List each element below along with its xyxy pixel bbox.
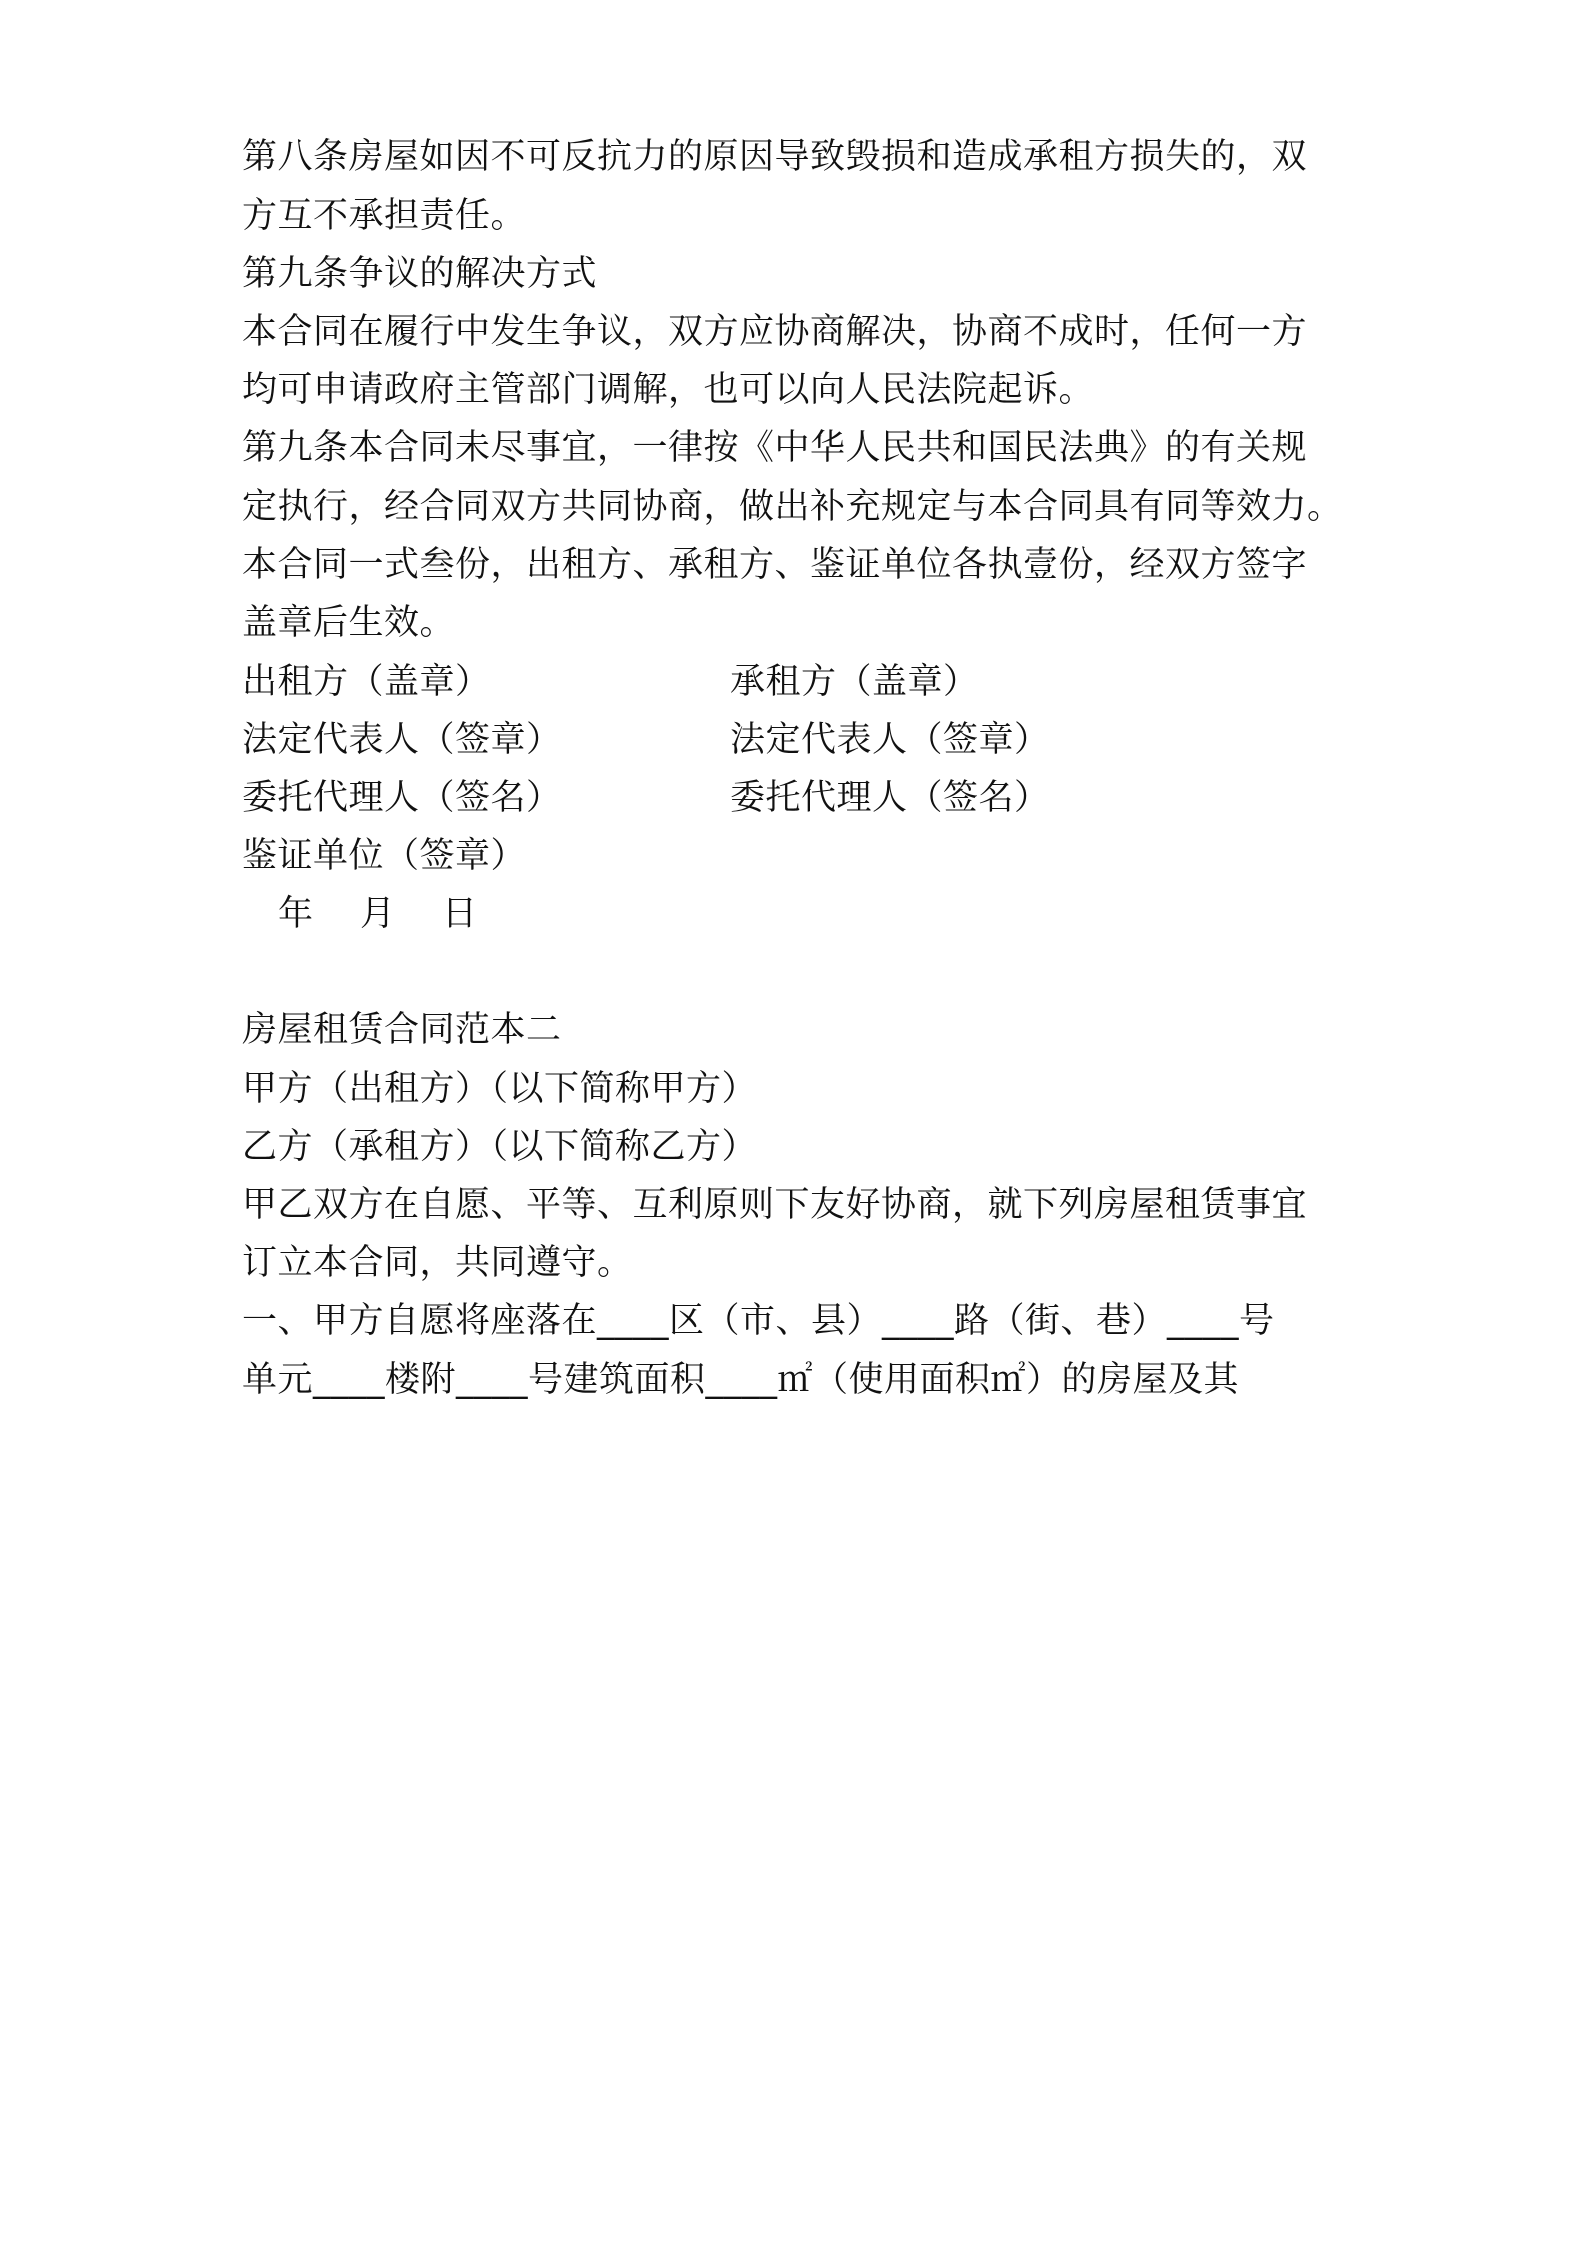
copies-line2: 盖章后生效。 xyxy=(242,603,456,643)
lessee-seal-label: 承租方（盖章） xyxy=(730,662,979,702)
party-a: 甲方（出租方）（以下简称甲方） xyxy=(242,1069,758,1109)
date-line: 年 月 日 xyxy=(278,894,478,934)
section9b-line2: 定执行，经合同双方共同协商，做出补充规定与本合同具有同等效力。 xyxy=(242,487,1343,527)
lessor-seal-label: 出租方（盖章） xyxy=(242,662,491,702)
lessor-agent-label: 委托代理人（签名） xyxy=(242,778,562,818)
lessee-rep-label: 法定代表人（签章） xyxy=(730,720,1050,760)
clause1-line2: 单元____楼附____号建筑面积____㎡（使用面积㎡）的房屋及其 xyxy=(242,1360,1240,1400)
clause1-line1: 一、甲方自愿将座落在____区（市、县）____路（街、巷）____号 xyxy=(242,1301,1275,1341)
party-b: 乙方（承租方）（以下简称乙方） xyxy=(242,1127,758,1167)
copies-line1: 本合同一式叁份，出租方、承租方、鉴证单位各执壹份，经双方签字 xyxy=(242,545,1308,585)
dispute-line1: 本合同在履行中发生争议，双方应协商解决，协商不成时，任何一方 xyxy=(242,312,1308,352)
section8-line1: 第八条房屋如因不可反抗力的原因导致毁损和造成承租方损失的，双 xyxy=(242,137,1308,177)
dispute-line2: 均可申请政府主管部门调解，也可以向人民法院起诉。 xyxy=(242,370,1095,410)
section9-title: 第九条争议的解决方式 xyxy=(242,254,598,294)
lessor-rep-label: 法定代表人（签章） xyxy=(242,720,562,760)
intro-line1: 甲乙双方在自愿、平等、互利原则下友好协商，就下列房屋租赁事宜 xyxy=(242,1185,1308,1225)
template2-title: 房屋租赁合同范本二 xyxy=(242,1010,562,1050)
section8-line2: 方互不承担责任。 xyxy=(242,196,527,236)
lessee-agent-label: 委托代理人（签名） xyxy=(730,778,1050,818)
section9b-line1: 第九条本合同未尽事宜，一律按《中华人民共和国民法典》的有关规 xyxy=(242,428,1308,468)
witness-label: 鉴证单位（签章） xyxy=(242,836,527,876)
intro-line2: 订立本合同，共同遵守。 xyxy=(242,1243,633,1283)
